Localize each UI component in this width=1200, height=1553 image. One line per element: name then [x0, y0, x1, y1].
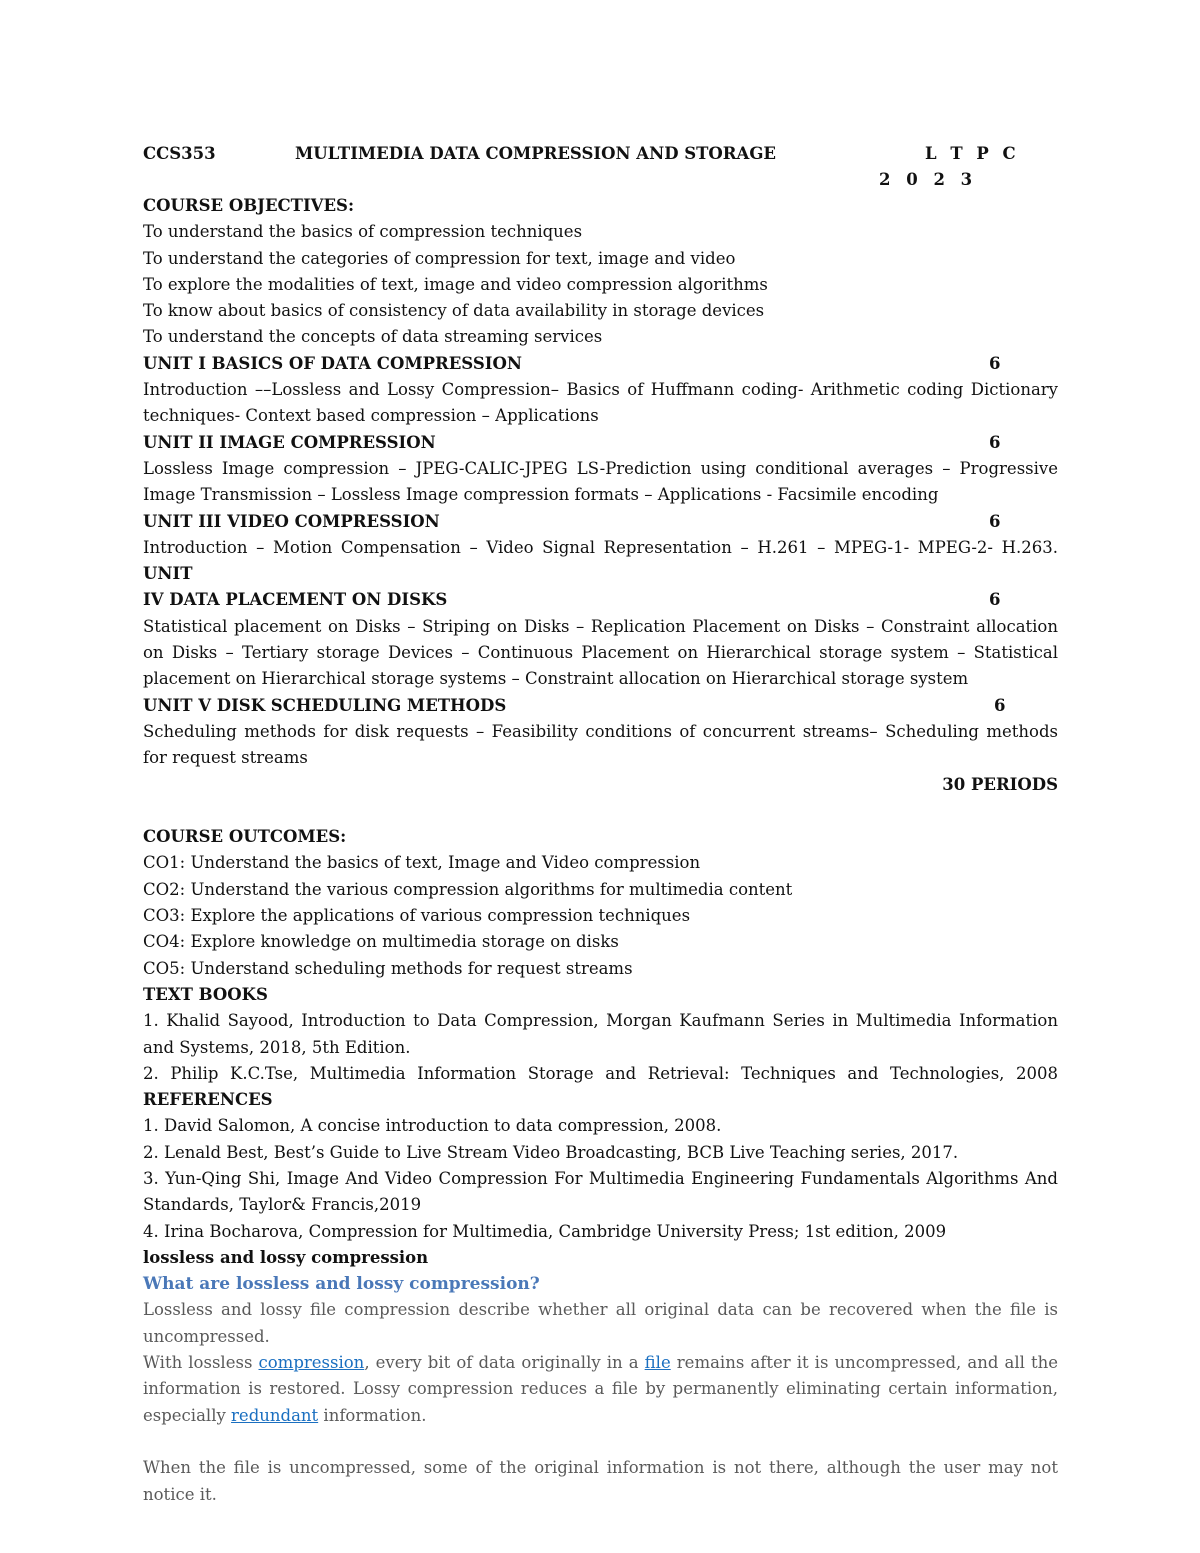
textbooks-heading: TEXT BOOKS: [143, 984, 268, 1004]
reference-item: 4. Irina Bocharova, Compression for Multimedia, Cambridge University Press; 1st edition, 2009: [143, 1221, 947, 1241]
spacer: [143, 1429, 1058, 1455]
outcome-item: CO1: Understand the basics of text, Image and Video compression: [143, 853, 701, 873]
topic-title: lossless and lossy compression: [143, 1247, 429, 1267]
redundant-link[interactable]: redundant: [231, 1405, 319, 1425]
unit-3-content-text: Introduction – Motion Compensation – Video Signal Representation – H.261 – MPEG-1- MPEG-2- H.263.: [143, 537, 1058, 557]
objectives-heading: COURSE OBJECTIVES:: [143, 196, 355, 215]
outcome-item: CO5: Understand scheduling methods for request streams: [143, 958, 633, 978]
unit-title: UNIT III VIDEO COMPRESSION: [143, 511, 440, 531]
objective-item: To understand the basics of compression techniques: [143, 222, 583, 242]
outcomes-heading: COURSE OUTCOMES:: [143, 827, 347, 847]
unit-5-heading: [143, 693, 1058, 719]
article-paragraph-1: Lossless and lossy file compression describe whether all original data can be recovered when the file is uncompressed.: [143, 1300, 1058, 1346]
para2-text: information.: [318, 1405, 427, 1425]
unit-title: UNIT I BASICS OF DATA COMPRESSION: [143, 353, 522, 373]
reference-item: 2. Lenald Best, Best’s Guide to Live Stream Video Broadcasting, BCB Live Teaching series, 2017.: [143, 1142, 959, 1162]
references-heading: REFERENCES: [143, 1090, 273, 1110]
unit-3-content: [143, 535, 1058, 588]
file-link[interactable]: file: [644, 1353, 671, 1373]
unit-title: UNIT II IMAGE COMPRESSION: [143, 432, 436, 452]
credits-row: [143, 167, 1058, 193]
spacer: [143, 798, 1058, 824]
unit-1-heading: [143, 351, 1058, 377]
unit-hours: 6: [989, 353, 1001, 373]
objective-item: To understand the concepts of data streaming services: [143, 327, 603, 347]
unit-2-content: Lossless Image compression – JPEG-CALIC-JPEG LS-Prediction using conditional averages – Progressive Image Transmission – Lossless Image compression formats – Applications - Facsimile encoding: [143, 458, 1058, 505]
syllabus-page: [143, 141, 1058, 1508]
ltpc-label: L T P C: [925, 144, 1020, 163]
unit-5-content: Scheduling methods for disk requests – Feasibility conditions of concurrent streams– Scheduling methods for request streams: [143, 721, 1058, 768]
unit-title: IV DATA PLACEMENT ON DISKS: [143, 590, 448, 610]
outcome-item: CO4: Explore knowledge on multimedia storage on disks: [143, 932, 619, 952]
course-header: [143, 141, 1058, 167]
course-code: CCS353: [143, 144, 216, 163]
textbook-item: 1. Khalid Sayood, Introduction to Data Compression, Morgan Kaufmann Series in Multimedia Information and Systems, 2018, 5th Edition.: [143, 1011, 1058, 1057]
compression-link[interactable]: compression: [258, 1353, 365, 1373]
total-periods: 30 PERIODS: [942, 774, 1058, 794]
para2-text: With lossless: [143, 1353, 259, 1373]
para2-text: remains after it is uncompressed, and all the information is restored. Lossy compression reduces a file by permanently eliminating certain information, especially: [143, 1353, 1058, 1425]
course-credits: 2 0 2 3: [879, 170, 978, 189]
outcome-item: CO3: Explore the applications of various compression techniques: [143, 906, 691, 926]
unit-hours: 6: [989, 432, 1001, 452]
unit-4-content: Statistical placement on Disks – Striping on Disks – Replication Placement on Disks – Constraint allocation on Disks – Tertiary storage Devices – Continuous Placement on Hierarchical storage system – Statistical placement on Hierarchical storage systems – Constraint allocation on Hierarchical storage system: [143, 616, 1058, 689]
unit-4-prefix: UNIT: [143, 564, 193, 584]
course-title: MULTIMEDIA DATA COMPRESSION AND STORAGE: [295, 144, 776, 163]
unit-3-heading: [143, 509, 1058, 535]
article-paragraph-2: [143, 1350, 1058, 1429]
unit-hours: 6: [989, 511, 1001, 531]
objective-item: To know about basics of consistency of data availability in storage devices: [143, 301, 765, 321]
outcome-item: CO2: Understand the various compression algorithms for multimedia content: [143, 879, 793, 899]
textbook-item: 2. Philip K.C.Tse, Multimedia Information Storage and Retrieval: Techniques and Technologies, 2008: [143, 1063, 1058, 1083]
para2-text: , every bit of data originally in a: [364, 1353, 645, 1373]
article-paragraph-3: When the file is uncompressed, some of the original information is not there, although the user may not notice it.: [143, 1458, 1058, 1504]
unit-4-heading: [143, 587, 1058, 613]
objective-item: To understand the categories of compression for text, image and video: [143, 248, 736, 268]
reference-item: 1. David Salomon, A concise introduction to data compression, 2008.: [143, 1116, 722, 1136]
unit-title: UNIT V DISK SCHEDULING METHODS: [143, 695, 507, 715]
unit-hours: 6: [994, 695, 1006, 715]
question-heading: What are lossless and lossy compression?: [143, 1274, 540, 1295]
reference-item: 3. Yun-Qing Shi, Image And Video Compression For Multimedia Engineering Fundamentals Algorithms And Standards, Taylor& Francis,2019: [143, 1168, 1058, 1215]
unit-1-content: Introduction ––Lossless and Lossy Compression– Basics of Huffmann coding- Arithmetic coding Dictionary techniques- Context based compression – Applications: [143, 380, 1058, 426]
unit-hours: 6: [989, 590, 1001, 610]
objective-item: To explore the modalities of text, image and video compression algorithms: [143, 274, 768, 294]
unit-2-heading: [143, 430, 1058, 456]
